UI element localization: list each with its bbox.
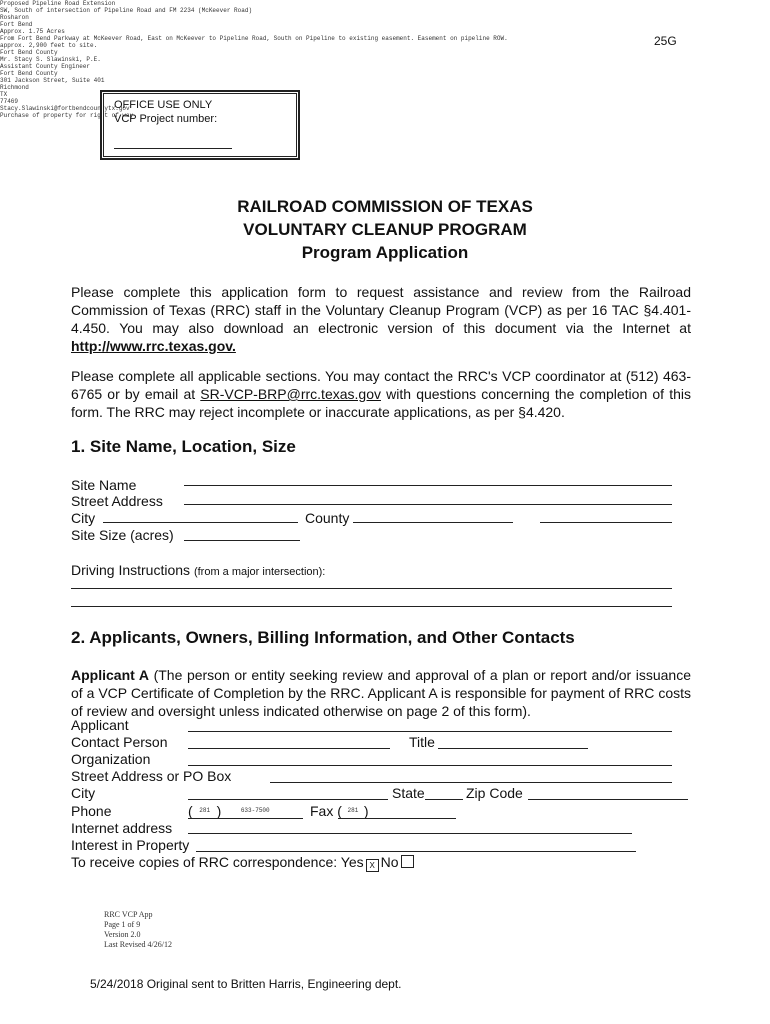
- driving-instructions-line-1[interactable]: From Fort Bend Parkway at McKeever Road, East on McKeever to Pipeline Road, South on Pipeline to existing easement. Easement on pipeline ROW.: [0, 35, 508, 42]
- organization-line: [188, 765, 672, 766]
- contact-person-line: [188, 748, 390, 749]
- page-title-form: Program Application: [301, 243, 469, 262]
- vcp-project-label: VCP Project number:: [114, 113, 218, 125]
- phone-number: 633-7500: [240, 807, 270, 814]
- driving-instructions-line-2[interactable]: approx. 2,900 feet to site.: [0, 42, 98, 49]
- applicant-a-description: Applicant A (The person or entity seeking review and approval of a plan or report and/or issuance of a VCP Certificate of Completion by the RRC. Applicant A is responsible for payment of RRC costs of review and oversight unless indicated otherwise on page 2 of this form).: [71, 667, 691, 719]
- site-name-value[interactable]: Proposed Pipeline Road Extension: [0, 0, 116, 7]
- phone-field[interactable]: ( 281 ) 633-7500: [188, 803, 285, 819]
- site-size-line: [184, 540, 300, 541]
- no-checkbox[interactable]: [401, 855, 414, 868]
- footer-revised: Last Revised 4/26/12: [104, 940, 172, 949]
- contact-person-label: Contact Person: [71, 734, 168, 750]
- rrc-website-link[interactable]: http://www.rrc.texas.gov.: [71, 338, 236, 354]
- fax-field[interactable]: Fax ( 281 ): [310, 803, 369, 819]
- vcp-project-number-line[interactable]: [114, 148, 232, 149]
- zip-code-label: Zip Code: [466, 785, 523, 801]
- street-po-line: [270, 782, 672, 783]
- site-name-line: [184, 485, 672, 486]
- county-label: County: [305, 510, 350, 526]
- intro-paragraph-1: Please complete this application form to request assistance and review from the Railroad Commission of Texas (RRC) staff in the Voluntary Cleanup Program (VCP) as per 16 TAC §4.401-4.450. You may also download an electronic version of this document via the Internet at http://www.rrc.texas.gov.: [71, 284, 691, 354]
- title-value[interactable]: Assistant County Engineer: [0, 63, 91, 70]
- site-size-value[interactable]: Approx. 1.75 Acres: [0, 28, 65, 35]
- street-address-value[interactable]: SW, South of intersection of Pipeline Road and FM 2234 (McKeever Road): [0, 7, 253, 14]
- street-po-value[interactable]: 301 Jackson Street, Suite 401: [0, 77, 105, 84]
- city-label: City: [71, 510, 96, 526]
- yes-checkbox[interactable]: X: [366, 859, 379, 872]
- phone-area-code: 281: [199, 807, 211, 814]
- handwritten-note: 5/24/2018 Original sent to Britten Harris, Engineering dept.: [90, 977, 402, 991]
- organization-label: Organization: [71, 751, 151, 767]
- street-address-line: [184, 504, 672, 505]
- internet-address-label: Internet address: [71, 820, 173, 836]
- interest-label: Interest in Property: [71, 837, 190, 853]
- county-line-extra: [540, 522, 672, 523]
- city-line: [103, 522, 298, 523]
- site-name-label: Site Name: [71, 477, 137, 493]
- county-value[interactable]: Fort Bend: [0, 21, 33, 28]
- section-2-heading: 2. Applicants, Owners, Billing Information, and Other Contacts: [71, 628, 575, 647]
- page-title-program: VOLUNTARY CLEANUP PROGRAM: [243, 220, 527, 239]
- footer-page: Page 1 of 9: [104, 920, 141, 929]
- office-use-box: [100, 90, 300, 160]
- footer-version: Version 2.0: [104, 930, 141, 939]
- county-line: [353, 522, 513, 523]
- page-title-agency: RAILROAD COMMISSION OF TEXAS: [237, 197, 533, 216]
- driving-line-2: [71, 606, 672, 607]
- form-number: 25G: [654, 34, 677, 48]
- interest-line: [196, 851, 636, 852]
- title-line: [438, 748, 588, 749]
- vcp-email-link[interactable]: SR-VCP-BRP@rrc.texas.gov: [200, 386, 381, 402]
- office-use-label: OFFICE USE ONLY: [114, 99, 213, 111]
- organization-value[interactable]: Fort Bend County: [0, 70, 58, 77]
- street-po-label: Street Address or PO Box: [71, 768, 232, 784]
- phone-line: [188, 818, 303, 819]
- section-1-heading: 1. Site Name, Location, Size: [71, 437, 296, 456]
- street-address-label: Street Address: [71, 493, 163, 509]
- site-size-label: Site Size (acres): [71, 527, 174, 543]
- applicant-city-label: City: [71, 785, 96, 801]
- title-label: Title: [409, 734, 435, 750]
- zip-code-line: [528, 799, 688, 800]
- state-value[interactable]: TX: [0, 91, 8, 98]
- internet-address-value[interactable]: Stacy.Slawinski@fortbendcountytx.gov: [0, 105, 130, 112]
- zip-code-value[interactable]: 77469: [0, 98, 19, 105]
- fax-line: [338, 818, 456, 819]
- internet-address-line: [188, 833, 632, 834]
- city-value[interactable]: Rosharon: [0, 14, 29, 21]
- applicant-city-line: [188, 799, 388, 800]
- state-line: [425, 799, 463, 800]
- fax-area-code: 281: [347, 807, 359, 814]
- driving-line-1: [71, 588, 672, 589]
- applicant-line: [188, 731, 672, 732]
- phone-label: Phone: [71, 803, 112, 819]
- applicant-city-value[interactable]: Richmond: [0, 84, 29, 91]
- contact-person-value[interactable]: Mr. Stacy S. Slawinski, P.E.: [0, 56, 101, 63]
- intro-paragraph-2: Please complete all applicable sections. You may contact the RRC's VCP coordinator at (512) 463-6765 or by email at SR-VCP-BRP@rrc.texas.gov with questions concerning the completion of this form. The RRC may reject incomplete or inaccurate applications, as per §4.420.: [71, 368, 692, 420]
- receive-copies-row: To receive copies of RRC correspondence: Yes X No: [71, 854, 416, 872]
- applicant-value[interactable]: Fort Bend County: [0, 49, 58, 56]
- applicant-label: Applicant: [71, 717, 129, 733]
- state-label: State: [392, 785, 425, 801]
- footer-form-id: RRC VCP App: [104, 910, 153, 919]
- interest-value[interactable]: Purchase of property for right of way: [0, 112, 134, 119]
- driving-instructions-label: Driving Instructions (from a major intersection):: [71, 562, 326, 578]
